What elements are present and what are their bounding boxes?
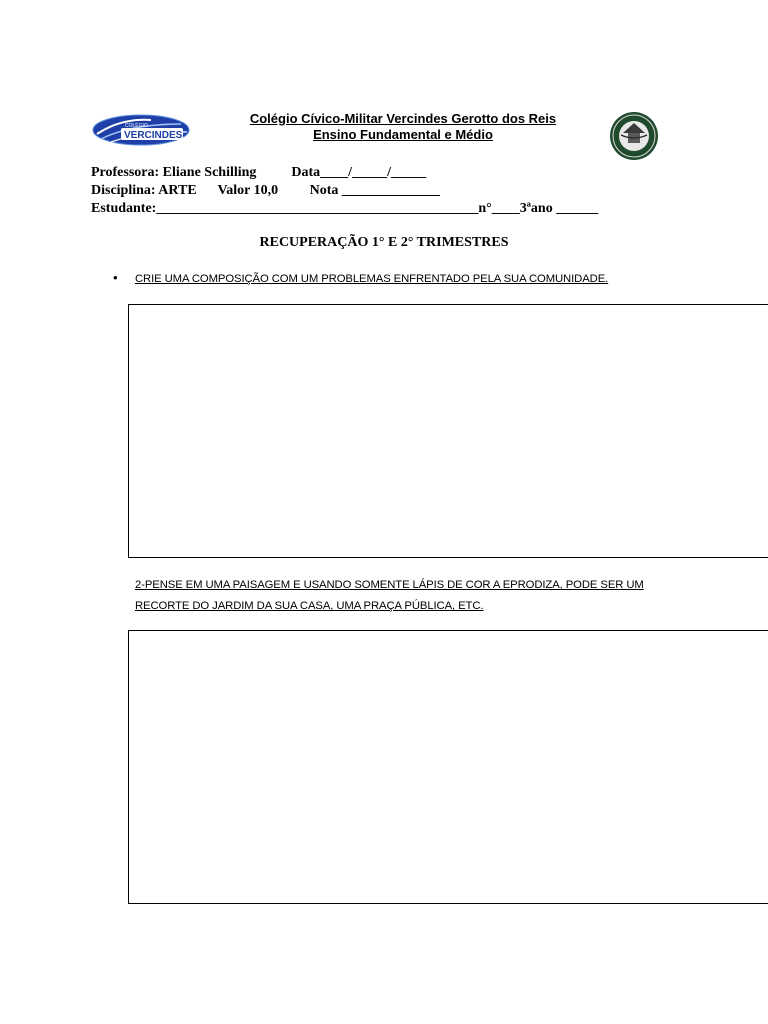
answer-box-1[interactable] — [128, 304, 768, 558]
bullet-point: • — [113, 270, 118, 285]
military-college-emblem — [609, 111, 659, 161]
school-name: Colégio Cívico-Militar Vercindes Gerotto dos Reis — [249, 111, 557, 126]
question-2-text-line1: 2-PENSE EM UMA PAISAGEM E USANDO SOMENTE LÁPIS DE COR A EPRODIZA, PODE SER UM — [135, 579, 644, 591]
school-logo-vercindes — [91, 114, 191, 146]
logo-text: VERCINDES — [124, 130, 183, 141]
page-title: RECUPERAÇÃO 1° E 2° TRIMESTRES — [259, 235, 509, 250]
question-2-text-line2: RECORTE DO JARDIM DA SUA CASA, UMA PRAÇA PÚBLICA, ETC. — [135, 600, 484, 612]
school-level: Ensino Fundamental e Médio — [313, 127, 493, 142]
teacher-date-row: Professora: Eliane Schilling Data____/_____/_____ — [91, 165, 426, 180]
logo-small-text: COLÉGIO — [125, 123, 148, 129]
answer-box-2[interactable] — [128, 630, 768, 904]
student-number-class-row: Estudante:______________________________________________n°____3ªano ______ — [91, 201, 599, 216]
subject-value-grade-row: Disciplina: ARTE Valor 10,0 Nota ______________ — [91, 183, 440, 198]
question-1-text: CRIE UMA COMPOSIÇÃO COM UM PROBLEMAS ENFRENTADO PELA SUA COMUNIDADE. — [135, 273, 609, 285]
